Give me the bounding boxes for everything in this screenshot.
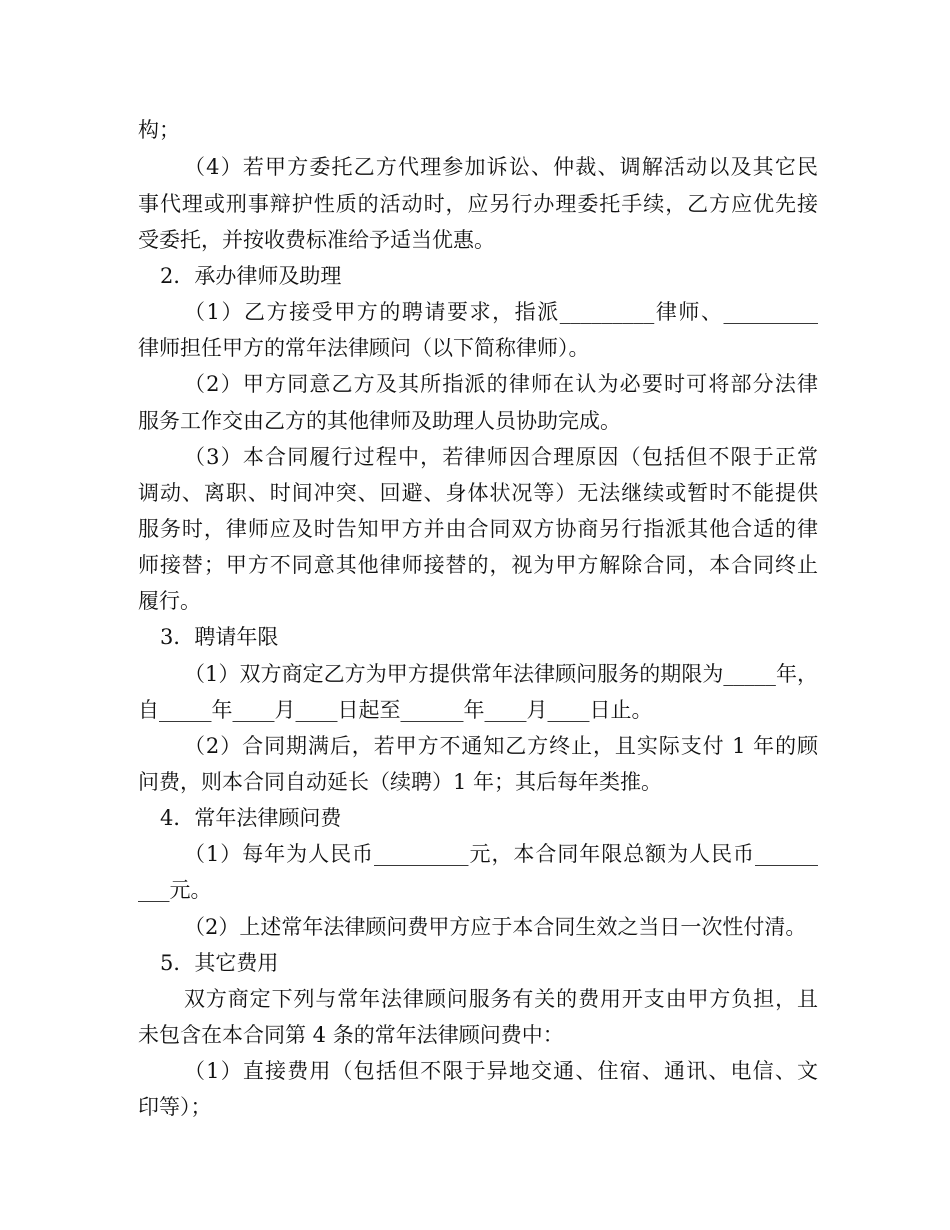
text-line: 服务工作交由乙方的其他律师及助理人员协助完成。 — [138, 409, 621, 433]
text-line: （2）上述常年法律顾问费甲方应于本合同生效之当日一次性付清。 — [184, 915, 807, 939]
text-line: （4）若甲方委托乙方代理参加诉讼、仲裁、调解活动以及其它民 — [184, 155, 818, 179]
text-line: （1）直接费用（包括但不限于异地交通、住宿、通讯、电信、文 — [184, 1059, 818, 1083]
section-heading: 2．承办律师及助理 — [160, 264, 342, 288]
text-line: （1）乙方接受甲方的聘请要求，指派_________律师、_________ — [184, 300, 818, 324]
text-line: 自_____年____月____日起至______年____月____日止。 — [138, 698, 653, 722]
text-line: 印等）； — [138, 1095, 212, 1119]
text-line: ___元。 — [138, 878, 212, 902]
text-line: 师接替；甲方不同意其他律师接替的，视为甲方解除合同，本合同终止 — [138, 553, 818, 577]
text-line: （2）甲方同意乙方及其所指派的律师在认为必要时可将部分法律 — [184, 372, 818, 396]
text-line: 受委托，并按收费标准给予适当优惠。 — [138, 228, 495, 252]
text-line: （3）本合同履行过程中，若律师因合理原因（包括但不限于正常 — [184, 445, 818, 469]
text-line: 构； — [138, 118, 180, 142]
text-line: 调动、离职、时间冲突、回避、身体状况等）无法继续或暂时不能提供 — [138, 481, 818, 505]
text-line: 服务时，律师应及时告知甲方并由合同双方协商另行指派其他合适的律 — [138, 517, 818, 541]
text-line: 律师担任甲方的常年法律顾问（以下简称律师）。 — [138, 336, 590, 360]
text-line: （1）每年为人民币_________元，本合同年限总额为人民币______ — [184, 842, 818, 866]
section-heading: 3．聘请年限 — [160, 625, 279, 649]
text-line: 履行。 — [138, 589, 201, 613]
section-heading: 4．常年法律顾问费 — [160, 806, 342, 830]
text-line: （1）双方商定乙方为甲方提供常年法律顾问服务的期限为_____年， — [184, 662, 818, 686]
text-line: （2）合同期满后，若甲方不通知乙方终止，且实际支付 1 年的顾 — [184, 734, 818, 758]
section-heading: 5．其它费用 — [160, 951, 279, 975]
text-line: 未包含在本合同第 4 条的常年法律顾问费中： — [138, 1023, 564, 1047]
text-line: 事代理或刑事辩护性质的活动时，应另行办理委托手续，乙方应优先接 — [138, 192, 818, 216]
text-line: 问费，则本合同自动延长（续聘）1 年；其后每年类推。 — [138, 770, 663, 794]
text-line: 双方商定下列与常年法律顾问服务有关的费用开支由甲方负担，且 — [184, 987, 818, 1011]
